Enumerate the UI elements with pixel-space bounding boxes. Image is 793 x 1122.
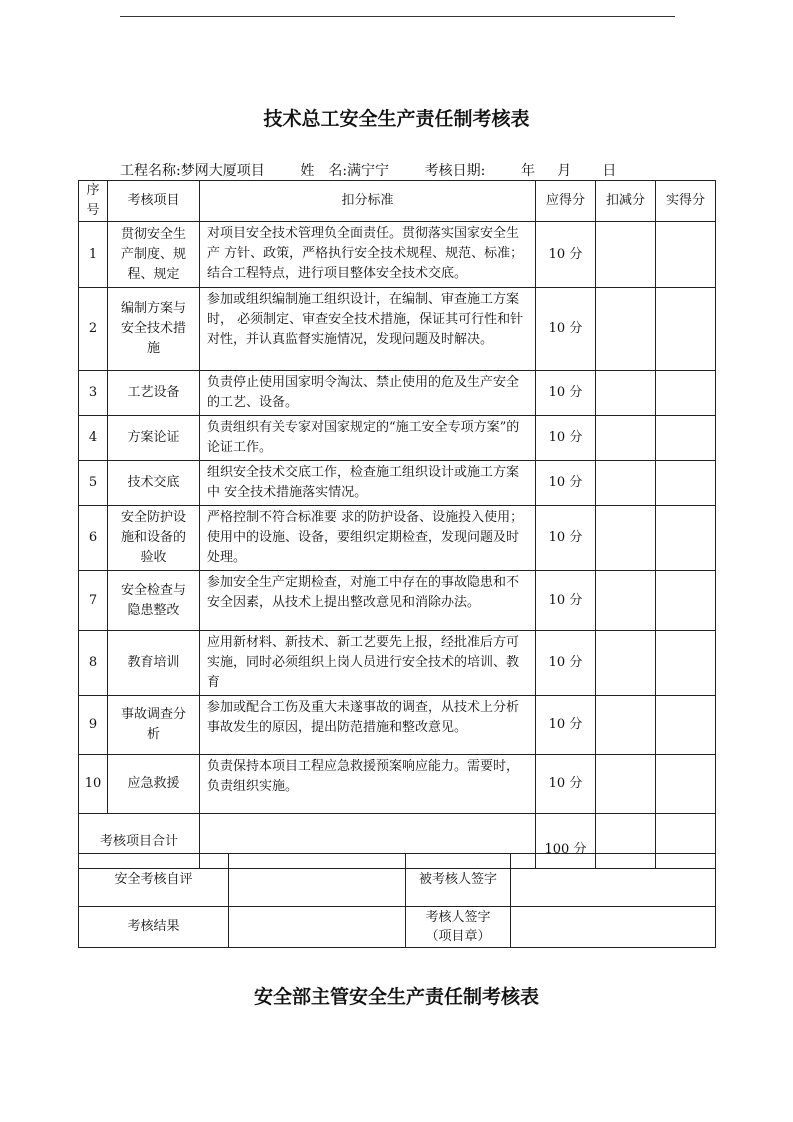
row-actual-field[interactable] [656,371,716,416]
table-row [79,371,716,416]
page-title: 技术总工安全生产责任制考核表 [263,108,530,130]
row-no: 5 [79,461,108,506]
row-item: 安全检查与隐患整改 [108,571,200,631]
row-item: 贯彻安全生产制度、规程、规定 [108,222,200,288]
row-deduct-field[interactable] [596,461,656,506]
header-due: 应得分 [536,181,596,222]
row-no: 2 [79,288,108,371]
total-label: 考核项目合计 [79,814,200,869]
year-label: 年 [520,163,535,179]
row-item: 技术交底 [108,461,200,506]
row-deduct-field[interactable] [596,631,656,696]
row-item: 编制方案与安全技术措施 [108,288,200,371]
row-no: 7 [79,571,108,631]
row-criteria: 严格控制不符合标准要 求的防护设备、设施投入使用；使用中的设施、设备，要组织定期检查，发现问题及时处理。 [200,506,536,571]
form-info [120,160,616,180]
self-eval-label: 安全考核自评 [79,854,229,907]
day-label: 日 [602,163,617,179]
result-field[interactable] [229,907,406,948]
assessment-table [78,180,716,869]
row-deduct-field[interactable] [596,222,656,288]
table-row [79,571,716,631]
row-item: 方案论证 [108,416,200,461]
row-due-score: 10 分 [536,288,596,371]
table-row [79,755,716,814]
row-due-score: 10 分 [536,696,596,755]
project-name: 梦网大厦项目 [180,163,265,179]
header-row [79,181,716,222]
signature-table [78,853,716,948]
month-label: 月 [557,163,572,179]
examinee-sign-field[interactable] [511,854,716,907]
date-label: 考核日期: [424,163,486,179]
table-row [79,416,716,461]
row-no: 1 [79,222,108,288]
row-actual-field[interactable] [656,571,716,631]
name-label: 姓 名: [300,163,348,179]
row-due-score: 10 分 [536,755,596,814]
table-row [79,631,716,696]
row-due-score: 10 分 [536,506,596,571]
row-criteria: 应用新材料、新技术、新工艺要先上报，经批准后方可实施，同时必须组织上岗人员进行安全技术的培训、教育 [200,631,536,696]
row-due-score: 10 分 [536,631,596,696]
header-deduct: 扣减分 [596,181,656,222]
row-actual-field[interactable] [656,755,716,814]
table-row [79,288,716,371]
row-due-score: 10 分 [536,222,596,288]
row-no: 10 [79,755,108,814]
row-actual-field[interactable] [656,416,716,461]
row-actual-field[interactable] [656,461,716,506]
row-criteria: 参加或配合工伤及重大未遂事故的调查，从技术上分析事故发生的原因，提出防范措施和整改意见。 [200,696,536,755]
row-due-score: 10 分 [536,571,596,631]
row-no: 4 [79,416,108,461]
row-deduct-field[interactable] [596,416,656,461]
row-actual-field[interactable] [656,631,716,696]
table-row [79,461,716,506]
row-actual-field[interactable] [656,506,716,571]
row-no: 6 [79,506,108,571]
project-label: 工程名称: [120,163,181,179]
total-score: 100 分 [536,814,596,869]
table-row [79,696,716,755]
table-row [79,222,716,288]
row-criteria: 参加或组织编制施工组织设计，在编制、审查施工方案时， 必须制定、审查安全技术措施，保证其可行性和针对性，并认真监督实施情况，发现问题及时解决。 [200,288,536,371]
person-name: 满宁宁 [347,163,390,179]
row-deduct-field[interactable] [596,288,656,371]
row-item: 安全防护设施和设备的验收 [108,506,200,571]
row-no: 8 [79,631,108,696]
row-no: 3 [79,371,108,416]
result-label: 考核结果 [79,907,229,948]
row-deduct-field[interactable] [596,371,656,416]
row-actual-field[interactable] [656,288,716,371]
row-criteria: 参加安全生产定期检查，对施工中存在的事故隐患和不安全因素，从技术上提出整改意见和消除办法。 [200,571,536,631]
header-actual: 实得分 [656,181,716,222]
header-no: 序号 [79,181,108,222]
row-criteria: 组织安全技术交底工作，检查施工组织设计或施工方案中 安全技术措施落实情况。 [200,461,536,506]
row-deduct-field[interactable] [596,755,656,814]
examiner-sign-text: 考核人签字 [425,910,491,925]
row-item: 事故调查分析 [108,696,200,755]
header-criteria: 扣分标准 [200,181,536,222]
row-deduct-field[interactable] [596,506,656,571]
row-item: 教育培训 [108,631,200,696]
examiner-seal-text: （项目章） [425,929,491,944]
examinee-sign-label: 被考核人签字 [406,854,511,907]
row-due-score: 10 分 [536,461,596,506]
row-criteria: 负责停止使用国家明令淘汰、禁止使用的危及生产安全的工艺、设备。 [200,371,536,416]
row-criteria: 负责保持本项目工程应急救援预案响应能力。需要时，负责组织实施。 [200,755,536,814]
row-deduct-field[interactable] [596,571,656,631]
self-eval-field[interactable] [229,854,406,907]
next-title: 安全部主管安全生产责任制考核表 [253,986,539,1008]
examiner-sign-field[interactable] [511,907,716,948]
header-rule [120,16,675,17]
row-item: 应急救援 [108,755,200,814]
row-item: 工艺设备 [108,371,200,416]
row-actual-field[interactable] [656,222,716,288]
row-actual-field[interactable] [656,696,716,755]
header-item: 考核项目 [108,181,200,222]
examiner-sign-label [406,907,511,948]
row-due-score: 10 分 [536,371,596,416]
row-due-score: 10 分 [536,416,596,461]
row-deduct-field[interactable] [596,696,656,755]
row-no: 9 [79,696,108,755]
table-row [79,506,716,571]
row-criteria: 对项目安全技术管理负全面责任。贯彻落实国家安全生产 方针、政策，严格执行安全技术规程、规范、标准；结合工程特点，进行项目整体安全技术交底。 [200,222,536,288]
row-criteria: 负责组织有关专家对国家规定的“施工安全专项方案”的论证工作。 [200,416,536,461]
